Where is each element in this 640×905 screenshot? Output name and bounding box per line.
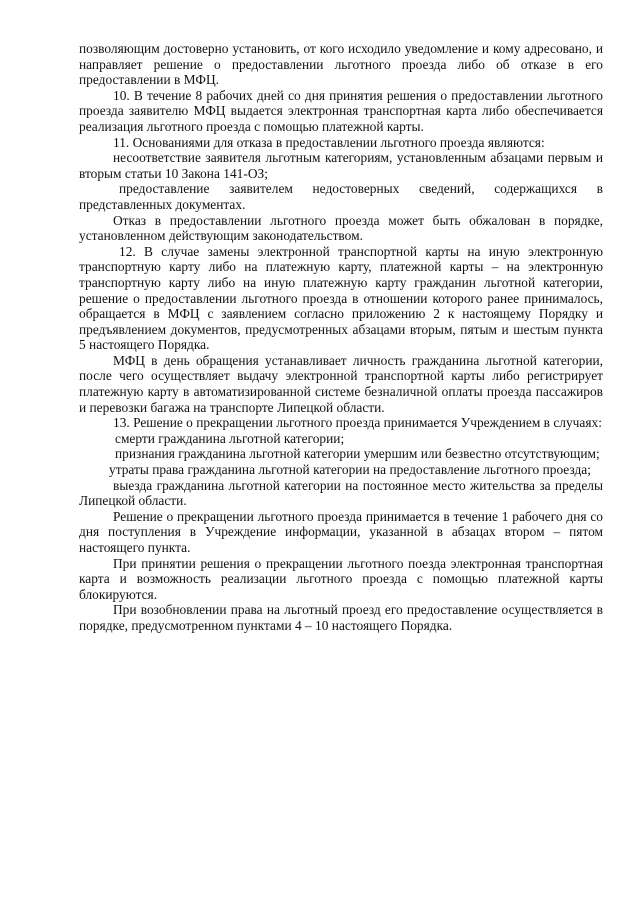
paragraph-item-13: 13. Решение о прекращении льготного проезда принимается Учреждением в случаях: xyxy=(113,415,602,431)
paragraph-refusal-ground-2: предоставление заявителем недостоверных сведений, содержащихся в представленных документах. xyxy=(79,181,603,212)
paragraph-item-12: 12. В случае замены электронной транспортной карты на иную электронную транспортную карту либо на платежную карту, платежной карты – на электронную транспортную карту либо на иную платежную карту гражданин льготной категории, решение о предоставлении льготного проезда в отношении которого ранее принималось, обращается в МФЦ с заявлением согласно приложению 2 к настоящему Порядку и предъявлением документов, предусмотренных абзацами вторым, пятым и шестым пункта 5 настоящего Порядка. xyxy=(79,243,603,353)
paragraph-termination-term: Решение о прекращении льготного проезда принимается в течение 1 рабочего дня со дня поступления в Учреждение информации, указанной в абзацах втором – пятом настоящего пункта. xyxy=(79,508,603,555)
paragraph-item-11: 11. Основаниями для отказа в предоставлении льготного проезда являются: xyxy=(113,134,545,150)
paragraph-card-blocking: При принятии решения о прекращении льготного поезда электронная транспортная карта и возможность реализации льготного проезда с помощью платежной карты блокируются. xyxy=(79,555,603,602)
paragraph-appeal: Отказ в предоставлении льготного проезда может быть обжалован в порядке, установленном действующим законодательством. xyxy=(79,212,603,244)
paragraph-continuation: позволяющим достоверно установить, от кого исходило уведомление и кому адресовано, и направляет решение о предоставлении льготного проезда либо об отказе в его предоставлении в МФЦ. xyxy=(79,41,603,88)
paragraph-mfc-identification: МФЦ в день обращения устанавливает личность гражданина льготной категории, после чего осуществляет выдачу электронной транспортной карты либо регистрирует платежную карту в автоматизированной системе безналичной оплаты проезда пассажиров и перевозки багажа на транспорте Липецкой области. xyxy=(79,352,603,415)
paragraph-case-declared-dead: признания гражданина льготной категории умершим или безвестно отсутствующим; xyxy=(115,446,600,462)
paragraph-case-death: смерти гражданина льготной категории; xyxy=(115,430,345,446)
paragraph-case-loss-of-right: утраты права гражданина льготной категории на предоставление льготного проезда; xyxy=(109,462,591,478)
paragraph-item-10: 10. В течение 8 рабочих дней со дня принятия решения о предоставлении льготного проезда заявителю МФЦ выдается электронная транспортная карта либо обеспечивается реализация льготного проезда с помощью платежной карты. xyxy=(79,87,603,134)
paragraph-refusal-ground-1: несоответствие заявителя льготным категориям, установленным абзацами первым и вторым статьи 10 Закона 141-ОЗ; xyxy=(79,150,603,181)
paragraph-renewal: При возобновлении права на льготный проезд его предоставление осуществляется в порядке, предусмотренном пунктами 4 – 10 настоящего Порядка. xyxy=(79,602,603,633)
paragraph-case-relocation: выезда гражданина льготной категории на постоянное место жительства за пределы Липецкой области. xyxy=(79,477,603,509)
